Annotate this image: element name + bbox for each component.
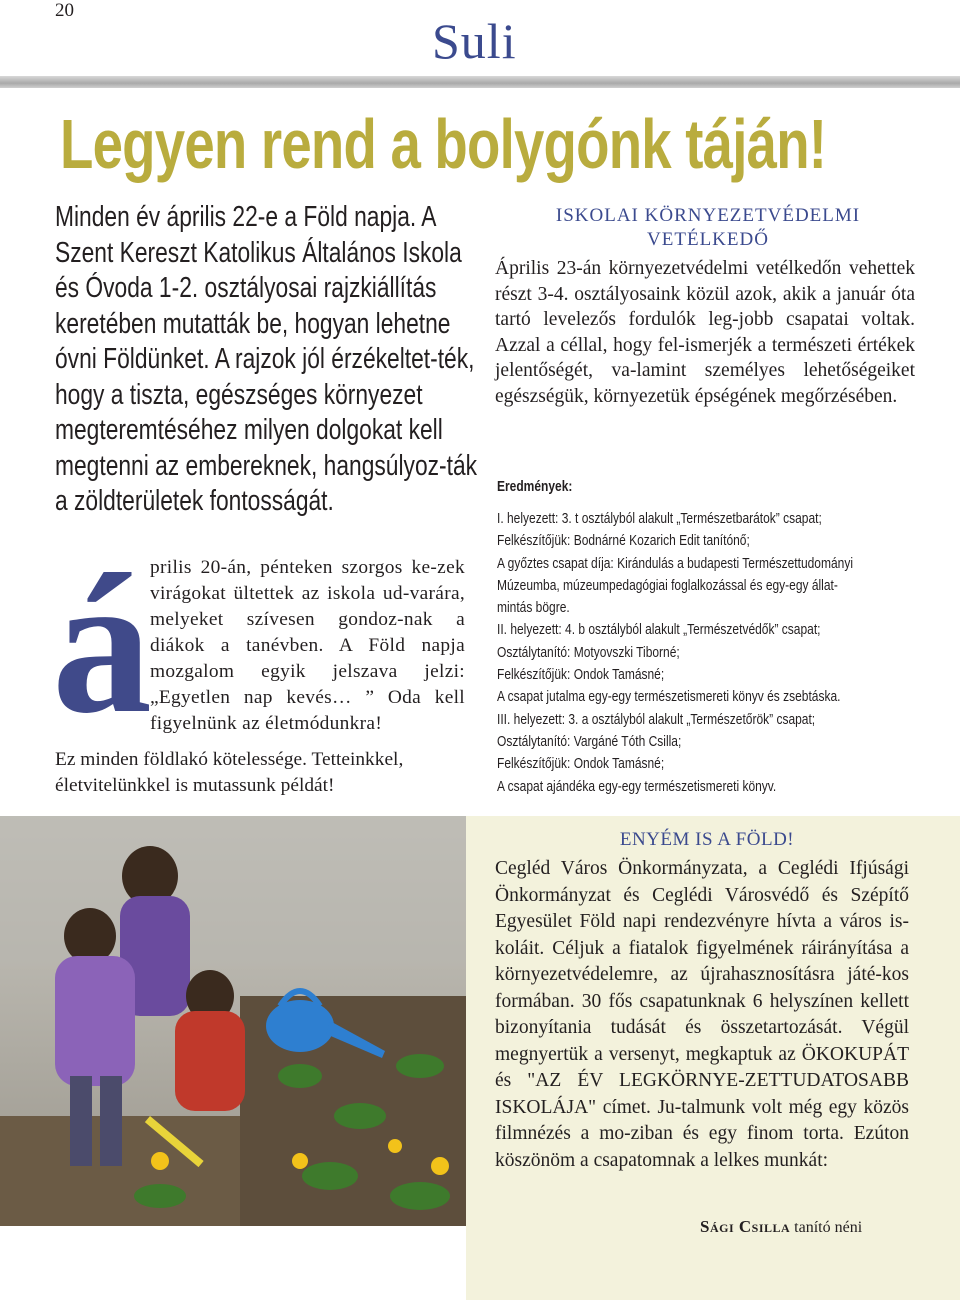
photo-illustration xyxy=(0,816,466,1226)
result-line: Felkészítőjük: Ondok Tamásné; xyxy=(497,755,665,773)
article-body: prilis 20-án, pénteken szorgos ke-zek virágokat ültettek az iskola ud-varára, melyeket szívesen gondoz-nak a diákok a tanévben. A Föld napja mozgalom egyik jelszava jelzi: „Egyetlen nap kevés… ” Oda kell figyelnünk az életmódunkra! xyxy=(150,557,465,734)
result-line: Osztálytanító: Vargáné Tóth Csilla; xyxy=(497,732,682,750)
results-heading: Eredmények: xyxy=(497,478,573,495)
result-line: Múzeumba, múzeumpedagógiai foglalkozással és egy-egy állat- xyxy=(497,576,838,594)
signature-role: tanító néni xyxy=(794,1219,863,1236)
quiz-title: ISKOLAI KÖRNYEZETVÉDELMI VETÉLKEDŐ xyxy=(555,205,861,250)
children-planting-photo xyxy=(0,816,466,1226)
result-line: A győztes csapat díja: Kirándulás a budapesti Természettudományi xyxy=(497,554,853,572)
result-line: A csapat ajándéka egy-egy természetismereti könyv. xyxy=(497,777,777,795)
page-number: 20 xyxy=(55,0,74,21)
result-line: mintás bögre. xyxy=(497,599,570,617)
drop-cap: á xyxy=(52,534,152,755)
result-line: II. helyezett: 4. b osztályból alakult „Természetvédők” csapat; xyxy=(497,621,821,639)
section-title: Suli xyxy=(432,13,517,69)
header-rule xyxy=(0,76,960,88)
article-intro: Minden év április 22-e a Föld napja. A Szent Kereszt Katolikus Általános Iskola és Óvoda 1-2. osztályosai rajzkiállítás keretében mutatták be, hogyan lehetne óvni Földünket. A rajzok jól érzékeltet-ték, hogy a tiszta, egészséges környezet megteremtéséhez milyen dolgokat kell megtenni az embereknek, hangsúlyoz-ták a zöldterületek fontosságát. xyxy=(55,201,478,517)
quiz-text: Április 23-án környezetvédelmi vetélkedőn vehettek részt 3-4. osztályosaink közül azok, akik a január óta tartó levelezős fordulók leg-jobb csapatai voltak. Azzal a céllal, hogy fel-ismerjék a természeti értékek jelentőségét, va-lamint személyes lehetőségeiket egészségük, környezetük épségének megőrzésében. xyxy=(495,258,915,407)
result-line: Felkészítőjük: Ondok Tamásné; xyxy=(497,666,665,684)
enyem-title: ENYÉM IS A FÖLD! xyxy=(619,829,795,850)
result-line: A csapat jutalma egy-egy természetismereti könyv és zsebtáska. xyxy=(497,688,841,706)
result-line: I. helyezett: 3. t osztályból alakult „Természetbarátok” csapat; xyxy=(497,510,822,527)
results-list xyxy=(497,508,913,798)
result-line: Osztálytanító: Motyovszki Tiborné; xyxy=(497,643,680,661)
result-line: III. helyezett: 3. a osztályból alakult „Természetőrök” csapat; xyxy=(497,710,816,728)
article-body-tail: Ez minden földlakó kötelessége. Tetteinkkel, életvitelünkkel is mutassunk példát! xyxy=(55,749,404,796)
article-title: Legyen rend a bolygónk táján! xyxy=(60,105,827,183)
signature xyxy=(700,1217,862,1237)
enyem-text: Cegléd Város Önkormányzata, a Ceglédi Ifjúsági Önkormányzat és Ceglédi Városvédő és Szépítő Egyesület Föld napi rendezvényre hívta a város is-koláit. Céljuk a fiatalok figyelmének ráirányítása a környezetvédelemre, az újrahasznosításra játé-kos formában. 30 fős csapatunknak 6 helyszínen kellett bizonyítania tudását és összetartozását. Végül megnyertük a versenyt, megkaptuk az ÖKOKUPÁT és "AZ ÉV LEGKÖRNYE-ZETTUDATOSABB ISKOLÁJA" címet. Ju-talmunk volt még egy közös filmnézés a mo-ziban és egy finom torta. Ezúton köszönöm a csapatomnak a lelkes munkát: xyxy=(495,858,909,1171)
result-line: Felkészítőjük: Bodnárné Kozarich Edit tanítónő; xyxy=(497,532,750,550)
signature-name: Sági Csilla xyxy=(700,1217,791,1236)
